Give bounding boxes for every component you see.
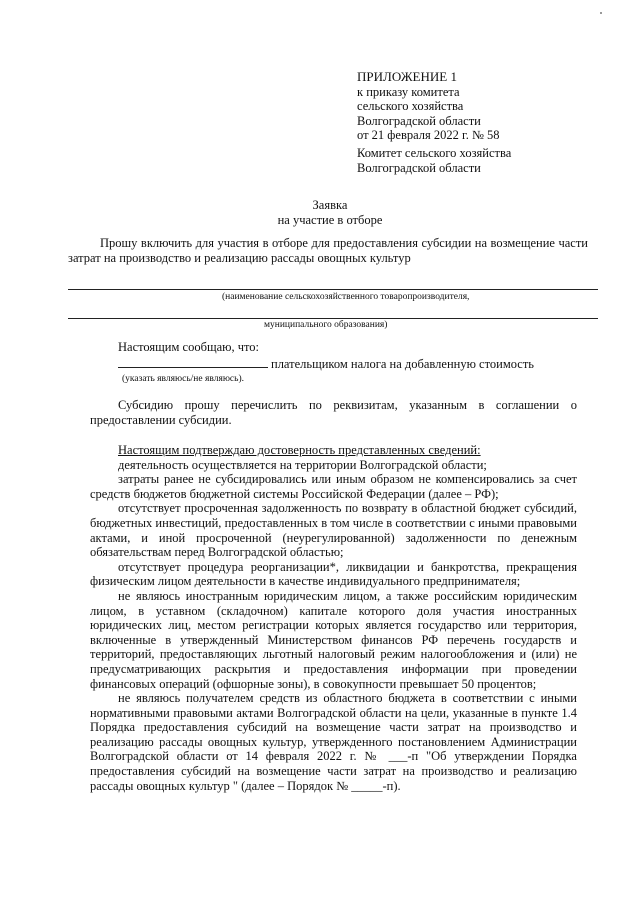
confirmation-item: отсутствует процедура реорганизации*, ликвидации и банкротства, прекращения физическим лицом деятельности в качестве индивидуального предпринимателя; xyxy=(90,559,577,589)
vat-caption: (указать являюсь/не являюсь). xyxy=(122,374,245,384)
appendix-line: сельского хозяйства xyxy=(357,99,464,113)
subsidy-paragraph: Субсидию прошу перечислить по реквизитам, указанным в соглашении о предоставлении субсидии. xyxy=(90,398,577,427)
vat-row xyxy=(118,356,534,372)
confirmation-item: деятельность осуществляется на территории Волгоградской области; xyxy=(118,457,487,472)
form-title: Заявка xyxy=(312,198,348,212)
scan-speck xyxy=(600,12,602,14)
vat-text: плательщиком налога на добавленную стоимость xyxy=(271,357,535,371)
form-title-block xyxy=(0,198,640,228)
appendix-line: от 21 февраля 2022 г. № 58 xyxy=(357,128,500,142)
municipality-field[interactable] xyxy=(68,318,598,319)
appendix-line: Волгоградской области xyxy=(357,113,481,128)
addressee-line: Комитет сельского хозяйства xyxy=(357,146,512,160)
confirmation-item: не являюсь получателем средств из областного бюджета в соответствии с иными нормативными правовыми актами Волгоградской области на цели, указанные в пункте 1.4 Порядка предоставления субсидий на возмещение части затрат на производство и реализацию рассады овощных культур, утвержденного постановлением Администрации Волгоградской области от 14 февраля 2022 г. № ___-п "Об утверждении Порядка предоставления субсидий на возмещение части затрат на производство и реализацию рассады овощных культур " (далее – Порядок № _____-п). xyxy=(90,691,577,793)
municipality-caption: муниципального образования) xyxy=(264,320,388,330)
appendix-line: к приказу комитета xyxy=(357,84,460,99)
confirmation-item: не являюсь иностранным юридическим лицом, а также российским юридическим лицом, в уставном (складочном) капитале которого доля участия иностранных юридических лиц, местом регистрации которых является государство или территория, включенные в утвержденный Министерством финансов РФ перечень государств и территорий, предоставляющих льготный налоговый режим налогообложения и (или) не предусматривающих раскрытия и предоставления информации при проведении финансовых операций (офшорные зоны), в совокупности превышает 50 процентов; xyxy=(90,588,577,691)
request-paragraph: Прошу включить для участия в отборе для предоставления субсидии на возмещение части затрат на производство и реализацию рассады овощных культур xyxy=(68,236,588,265)
vat-status-field[interactable] xyxy=(118,356,268,368)
confirmation-section xyxy=(90,443,577,793)
addressee-line: Волгоградской области xyxy=(357,160,481,175)
appendix-header xyxy=(357,70,500,143)
confirmation-heading: Настоящим подтверждаю достоверность представленных сведений: xyxy=(118,443,481,457)
producer-name-field[interactable] xyxy=(68,289,598,290)
confirmation-item: затраты ранее не субсидировались или иным образом не компенсировались за счет средств бюджетов бюджетной системы Российской Федерации (далее – РФ); xyxy=(90,472,577,501)
confirmation-item: отсутствует просроченная задолженность по возврату в областной бюджет субсидий, бюджетных инвестиций, предоставленных в том числе в соответствии с иными правовыми актами, и иной просроченной (неурегулированной) задолженности по денежным обязательствам перед Волгоградской областью; xyxy=(90,501,577,560)
form-subtitle: на участие в отборе xyxy=(277,213,383,227)
producer-caption: (наименование сельскохозяйственного товаропроизводителя, xyxy=(222,292,470,302)
notice-intro: Настоящим сообщаю, что: xyxy=(118,340,260,354)
addressee-block xyxy=(357,146,511,175)
appendix-title: ПРИЛОЖЕНИЕ 1 xyxy=(357,69,457,84)
